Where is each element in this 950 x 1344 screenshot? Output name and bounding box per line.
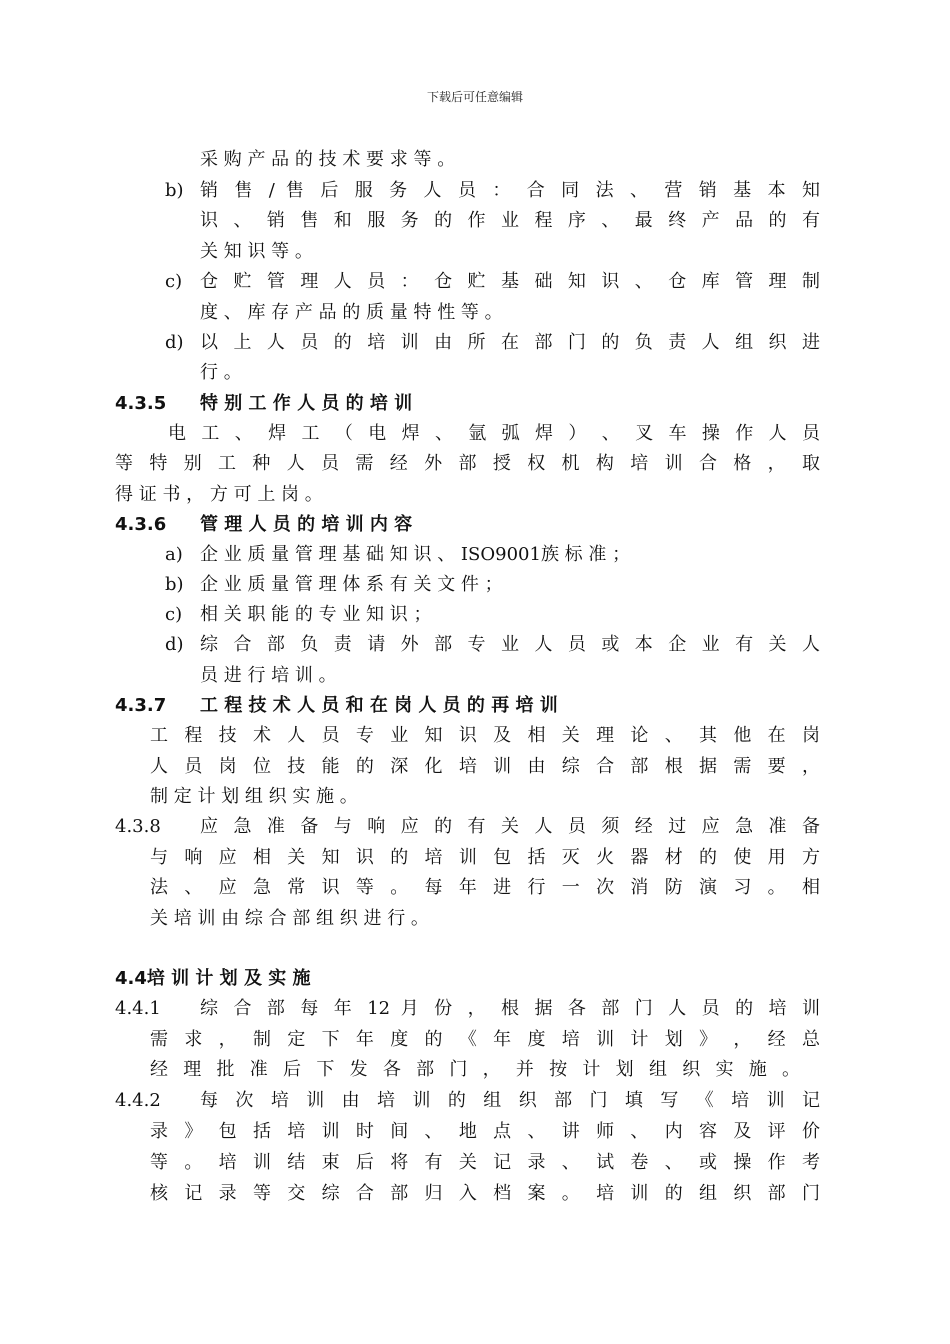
text-line: 经 理 批 准 后 下 发 各 部 门 ， 并 按 计 划 组 织 实 施 。 — [150, 1059, 800, 1080]
text-line: 行 。 — [200, 362, 242, 383]
text-line: 人 员 岗 位 技 能 的 深 化 培 训 由 综 合 部 根 据 需 要 ， — [150, 756, 820, 777]
text-line: 综 合 部 负 责 请 外 部 专 业 人 员 或 本 企 业 有 关 人 — [200, 634, 820, 655]
text-line: 应 急 准 备 与 响 应 的 有 关 人 员 须 经 过 应 急 准 备 — [200, 816, 820, 837]
section-title: 工 程 技 术 人 员 和 在 岗 人 员 的 再 培 训 — [200, 695, 558, 716]
list-label: d) — [165, 332, 184, 353]
list-label: a) — [165, 544, 183, 565]
text-line: 得 证 书 ， 方 可 上 岗 。 — [115, 484, 323, 505]
text-line: 度 、 库 存 产 品 的 质 量 特 性 等 。 — [200, 302, 503, 323]
section-number: 4.3.6 — [115, 514, 167, 535]
text-line: 电 工 、 焊 工 （ 电 焊 、 氩 弧 焊 ） 、 叉 车 操 作 人 员 — [168, 423, 820, 444]
text-line: 制 定 计 划 组 织 实 施 。 — [150, 786, 358, 807]
section-title: 管 理 人 员 的 培 训 内 容 — [200, 514, 413, 535]
text-line: 核 记 录 等 交 综 合 部 归 入 档 案 。 培 训 的 组 织 部 门 — [150, 1183, 820, 1204]
text-line: 关 培 训 由 综 合 部 组 织 进 行 。 — [150, 908, 429, 929]
text-line: 以 上 人 员 的 培 训 由 所 在 部 门 的 负 责 人 组 织 进 — [200, 332, 820, 353]
text-line: 员 进 行 培 训 。 — [200, 665, 337, 686]
list-label: d) — [165, 634, 184, 655]
section-number: 4.3.5 — [115, 393, 167, 414]
text-line: 工 程 技 术 人 员 专 业 知 识 及 相 关 理 论 、 其 他 在 岗 — [150, 725, 820, 746]
text-line: 企 业 质 量 管 理 基 础 知 识 、 ISO9001族 标 准 ； — [200, 544, 631, 565]
list-label: b) — [165, 574, 184, 595]
section-title: 4.4培 训 计 划 及 实 施 — [115, 968, 311, 989]
text-line: 与 响 应 相 关 知 识 的 培 训 包 括 灭 火 器 材 的 使 用 方 — [150, 847, 820, 868]
section-title: 特 别 工 作 人 员 的 培 训 — [200, 393, 413, 414]
page-header: 下载后可任意编辑 — [426, 90, 523, 104]
text-line: 每 次 培 训 由 培 训 的 组 织 部 门 填 写 《 培 训 记 — [200, 1090, 820, 1111]
text-line: 关 知 识 等 。 — [200, 241, 313, 262]
text-line: 相 关 职 能 的 专 业 知 识 ； — [200, 604, 432, 625]
list-label: c) — [165, 604, 183, 625]
text-line: 企 业 质 量 管 理 体 系 有 关 文 件 ； — [200, 574, 503, 595]
text-line: 综 合 部 每 年 12 月 份 ， 根 据 各 部 门 人 员 的 培 训 — [200, 998, 820, 1019]
text-line: 等 特 别 工 种 人 员 需 经 外 部 授 权 机 构 培 训 合 格 ， 取 — [115, 453, 820, 474]
text-line: 采 购 产 品 的 技 术 要 求 等 。 — [200, 149, 456, 170]
section-number: 4.3.8 — [115, 816, 161, 837]
list-label: c) — [165, 271, 183, 292]
text-line: 录 》 包 括 培 训 时 间 、 地 点 、 讲 师 、 内 容 及 评 价 — [150, 1121, 820, 1142]
text-line: 需 求 ， 制 定 下 年 度 的 《 年 度 培 训 计 划 》 ， 经 总 — [150, 1029, 820, 1050]
list-label: b) — [165, 180, 184, 201]
text-line: 销 售 / 售 后 服 务 人 员 ： 合 同 法 、 营 销 基 本 知 — [200, 180, 820, 201]
section-number: 4.4.2 — [115, 1090, 161, 1111]
text-line: 法 、 应 急 常 识 等 。 每 年 进 行 一 次 消 防 演 习 。 相 — [150, 877, 820, 898]
section-number: 4.3.7 — [115, 695, 167, 716]
section-number: 4.4.1 — [115, 998, 161, 1019]
text-line: 等 。 培 训 结 束 后 将 有 关 记 录 、 试 卷 、 或 操 作 考 — [150, 1152, 820, 1173]
text-line: 识 、 销 售 和 服 务 的 作 业 程 序 、 最 终 产 品 的 有 — [200, 210, 820, 231]
text-line: 仓 贮 管 理 人 员 ： 仓 贮 基 础 知 识 、 仓 库 管 理 制 — [200, 271, 820, 292]
